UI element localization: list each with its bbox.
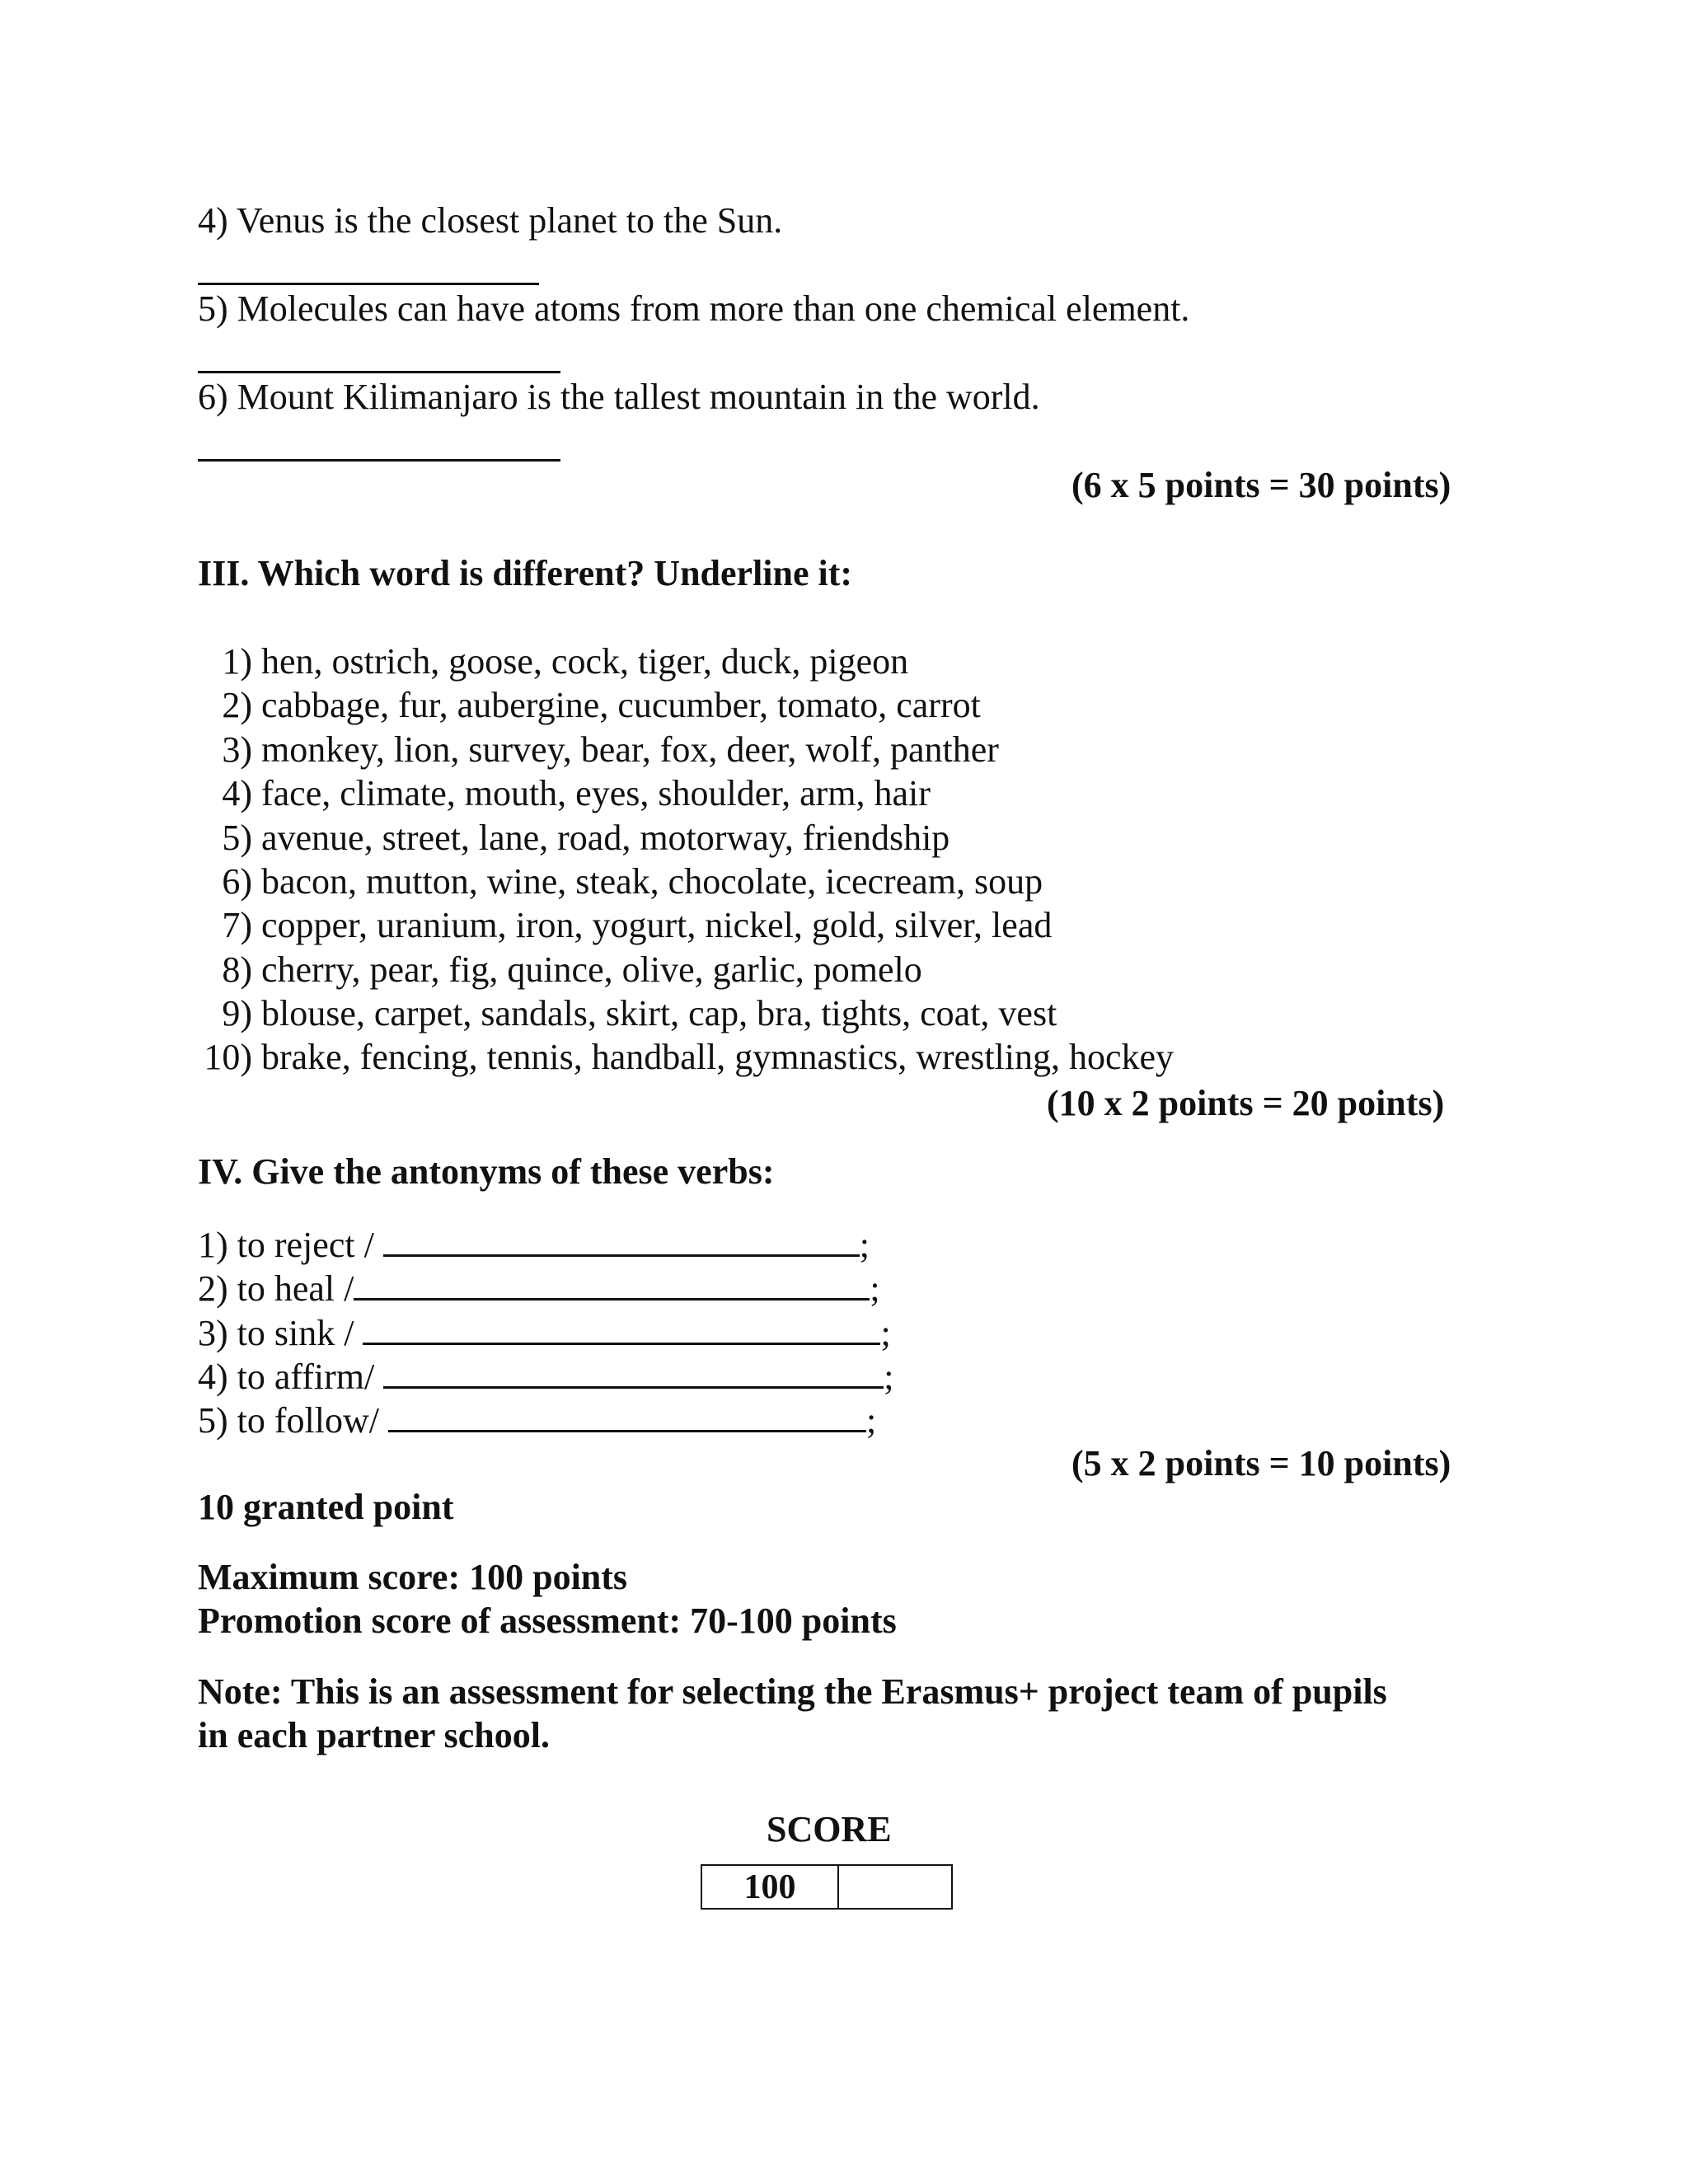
list-item: 8) cherry, pear, fig, quince, olive, garlic, pomelo xyxy=(222,949,922,990)
list-item: 5) avenue, street, lane, road, motorway, friendship xyxy=(222,818,950,858)
antonym-label: 5) to follow/ xyxy=(198,1400,388,1441)
antonym-row-3: 3) to sink / ; xyxy=(198,1313,891,1353)
section-ii-points: (6 x 5 points = 30 points) xyxy=(1071,465,1451,505)
note-line-2: in each partner school. xyxy=(198,1715,550,1755)
list-item: 1) hen, ostrich, goose, cock, tiger, duck, pigeon xyxy=(222,641,909,682)
statement-6: 6) Mount Kilimanjaro is the tallest mountain in the world. xyxy=(198,377,1040,417)
antonym-label: 1) to reject / xyxy=(198,1225,383,1265)
score-obtained[interactable] xyxy=(839,1866,951,1908)
maximum-score: Maximum score: 100 points xyxy=(198,1557,628,1597)
antonym-blank[interactable] xyxy=(383,1355,884,1389)
list-item: 6) bacon, mutton, wine, steak, chocolate, icecream, soup xyxy=(222,861,1043,902)
section-iv-points: (5 x 2 points = 10 points) xyxy=(1071,1443,1451,1483)
antonym-blank[interactable] xyxy=(388,1399,866,1432)
list-item: 10) brake, fencing, tennis, handball, gymnastics, wrestling, hockey xyxy=(204,1037,1175,1077)
antonym-row-5: 5) to follow/ ; xyxy=(198,1400,877,1441)
section-iii-points: (10 x 2 points = 20 points) xyxy=(1047,1083,1445,1123)
list-item: 7) copper, uranium, iron, yogurt, nickel, gold, silver, lead xyxy=(222,905,1053,945)
list-item: 4) face, climate, mouth, eyes, shoulder, arm, hair xyxy=(222,773,931,813)
promotion-score: Promotion score of assessment: 70-100 points xyxy=(198,1601,897,1641)
statement-4: 4) Venus is the closest planet to the Sun. xyxy=(198,200,783,241)
antonym-row-2: 2) to heal / ; xyxy=(198,1268,880,1309)
antonym-row-4: 4) to affirm/ ; xyxy=(198,1357,894,1397)
antonym-row-1: 1) to reject / ; xyxy=(198,1225,870,1265)
list-item: 3) monkey, lion, survey, bear, fox, deer, wolf, panther xyxy=(222,729,999,770)
answer-line-6[interactable] xyxy=(198,459,560,462)
antonym-blank[interactable] xyxy=(363,1311,880,1345)
answer-line-4[interactable] xyxy=(198,283,539,285)
score-box xyxy=(701,1864,953,1910)
list-item: 9) blouse, carpet, sandals, skirt, cap, bra, tights, coat, vest xyxy=(222,993,1057,1033)
antonym-blank[interactable] xyxy=(383,1223,860,1257)
list-item: 2) cabbage, fur, aubergine, cucumber, tomato, carrot xyxy=(222,685,981,725)
granted-points: 10 granted point xyxy=(198,1487,454,1527)
antonym-label: 3) to sink / xyxy=(198,1313,363,1353)
antonym-blank[interactable] xyxy=(354,1267,870,1301)
score-max: 100 xyxy=(702,1866,839,1908)
statement-5: 5) Molecules can have atoms from more than one chemical element. xyxy=(198,288,1190,329)
section-iii-heading: III. Which word is different? Underline it: xyxy=(198,553,853,593)
antonym-label: 4) to affirm/ xyxy=(198,1357,384,1397)
antonym-label: 2) to heal / xyxy=(198,1268,354,1309)
section-iv-heading: IV. Give the antonyms of these verbs: xyxy=(198,1151,775,1192)
note-line-1: Note: This is an assessment for selecting the Erasmus+ project team of pupils xyxy=(198,1671,1387,1712)
score-title: SCORE xyxy=(767,1809,892,1849)
answer-line-5[interactable] xyxy=(198,371,560,373)
